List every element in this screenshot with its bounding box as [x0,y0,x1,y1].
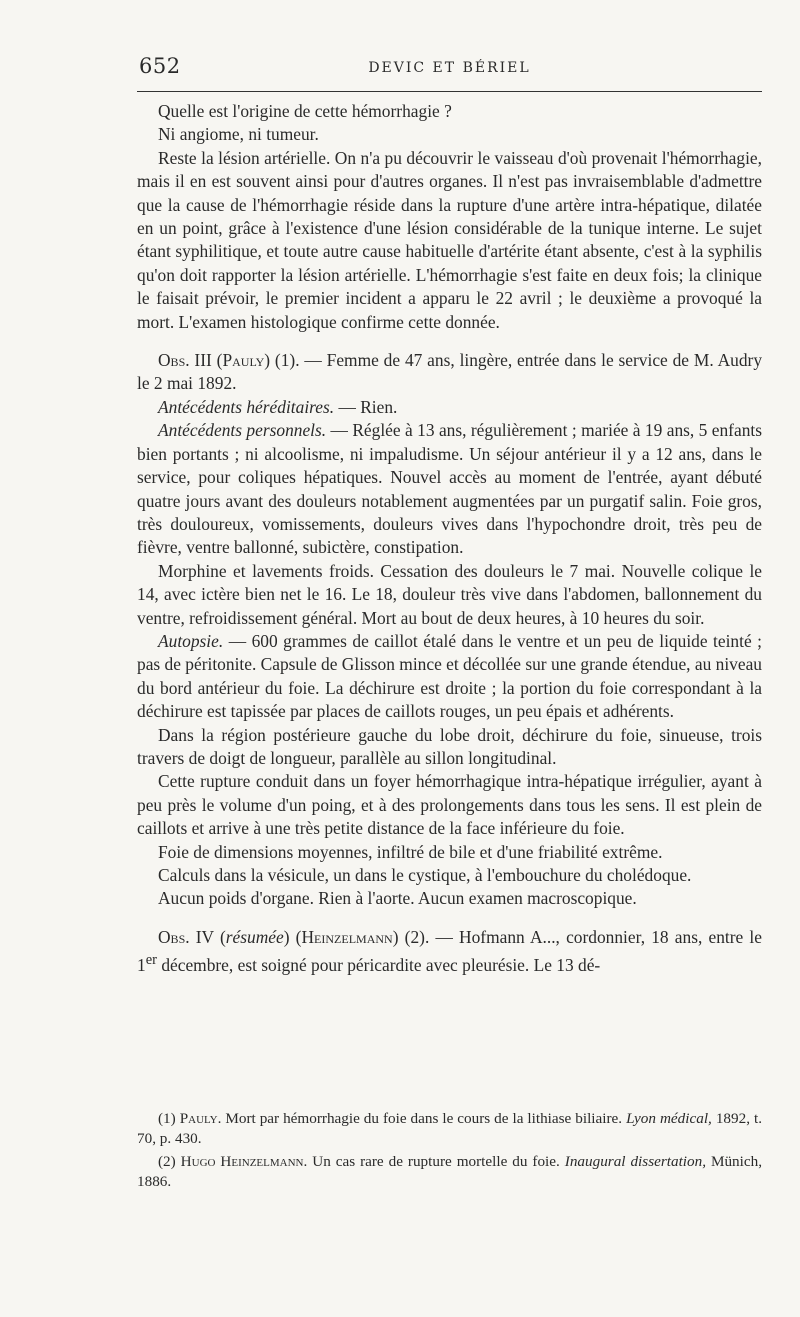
paragraph-no-weight: Aucun poids d'organe. Rien à l'aorte. Aucun examen macroscopique. [158,888,637,909]
footnote-2: (2) Hugo Heinzelmann. Un cas rare de rupture mortelle du foie. Inaugural dissertation, Münich, 1886. [137,1153,762,1190]
author-heinzelmann: Heinzelmann [301,926,393,947]
author-pauly: Pauly [222,350,265,371]
paragraph-liver: Foie de dimensions moyennes, infiltré de bile et d'une friabilité extrême. [158,841,663,862]
observation-4-heading: Obs. IV (résumée) (Heinzelmann) (2). — Hofmann A..., cordonnier, 18 ans, entre le 1er décembre, est soigné pour péricardite avec pleurésie. Le 13 dé- [137,926,762,976]
running-title: DEVIC ET BÉRIEL [368,60,531,76]
hereditary-history: Antécédents héréditaires. — Rien. [158,396,398,417]
page-number: 652 [139,54,181,78]
paragraph-region: Dans la région postérieure gauche du lobe droit, déchirure du foie, sinueuse, trois travers de doigt de longueur, parallèle au sillon longitudinal. [137,724,762,768]
header-rule [137,91,762,92]
personal-history: Antécédents personnels. — Réglée à 13 ans, régulièrement ; mariée à 19 ans, 5 enfants bien portants ; ni alcoolisme, ni impaludisme. Un séjour antérieur il y a 12 ans, dans le service, pour coliques hépatiques. Nouvel accès au moment de l'entrée, ayant débuté quatre jours avant des douleurs notablement augmentées par un purgatif salin. Foie gros, très douloureux, vomissements, douleurs vives dans l'hypochondre droit, très peu de fièvre, ventre ballonné, subictère, constipation. [137,420,762,558]
main-text [137,100,762,977]
paragraph-calculi: Calculs dans la vésicule, un dans le cystique, à l'embouchure du cholédoque. [158,865,692,885]
paragraph-rupture: Cette rupture conduit dans un foyer hémorrhagique intra-hépatique irrégulier, ayant à peu près le volume d'un poing, et à des prolongements dans tous les sens. Il est plein de caillots et arrive à une très petite distance de la face inférieure du foie. [137,771,762,839]
paragraph-arterial-lesion: Reste la lésion artérielle. On n'a pu découvrir le vaisseau d'où provenait l'hémorrhagie, mais il en est souvent ainsi pour d'autres organes. Il n'est pas invraisemblable d'admettre que la cause de l'hémorrhagie réside dans la rupture d'une artère intra-hépatique, dilatée en un point, grâce à l'existence d'une lésion considérable de la tunique interne. Le sujet étant syphilitique, et toute autre cause habituelle d'artérite étant absente, c'est à la syphilis qu'on doit rapporter la lésion artérielle. L'hémorrhagie s'est faite en deux fois; la clinique le faisait prévoir, le premier incident a apparu le 22 avril ; le deuxième a provoqué la mort. L'examen histologique confirme cette donnée. [137,147,762,332]
observation-3-heading: Obs. III (Pauly) (1). — Femme de 47 ans, lingère, entrée dans le service de M. Audry le 2 mai 1892. [137,350,763,394]
paragraph-treatment: Morphine et lavements froids. Cessation des douleurs le 7 mai. Nouvelle colique le 14, avec ictère bien net le 16. Le 18, douleur très vive dans l'abdomen, ballonnement du ventre, refroidissement général. Mort au bout de deux heures, à 10 heures du soir. [137,560,762,628]
paragraph-no-tumor: Ni angiome, ni tumeur. [158,124,319,145]
footnotes [137,1109,762,1192]
autopsy-findings: Autopsie. — 600 grammes de caillot étalé dans le ventre et un peu de liquide teinté ; pas de péritonite. Capsule de Glisson mince et décollée sur une grande étendue, au niveau du bord antérieur du foie. La déchirure est droite ; la portion du foie correspondant à la déchirure est tapissée par places de caillots rouges, un peu épais et adhérents. [137,630,762,722]
running-head [137,52,762,82]
paragraph-question: Quelle est l'origine de cette hémorrhagie ? [158,101,452,121]
footnote-1: (1) Pauly. Mort par hémorrhagie du foie dans le cours de la lithiase biliaire. Lyon médical, 1892, t. 70, p. 430. [137,1110,762,1147]
